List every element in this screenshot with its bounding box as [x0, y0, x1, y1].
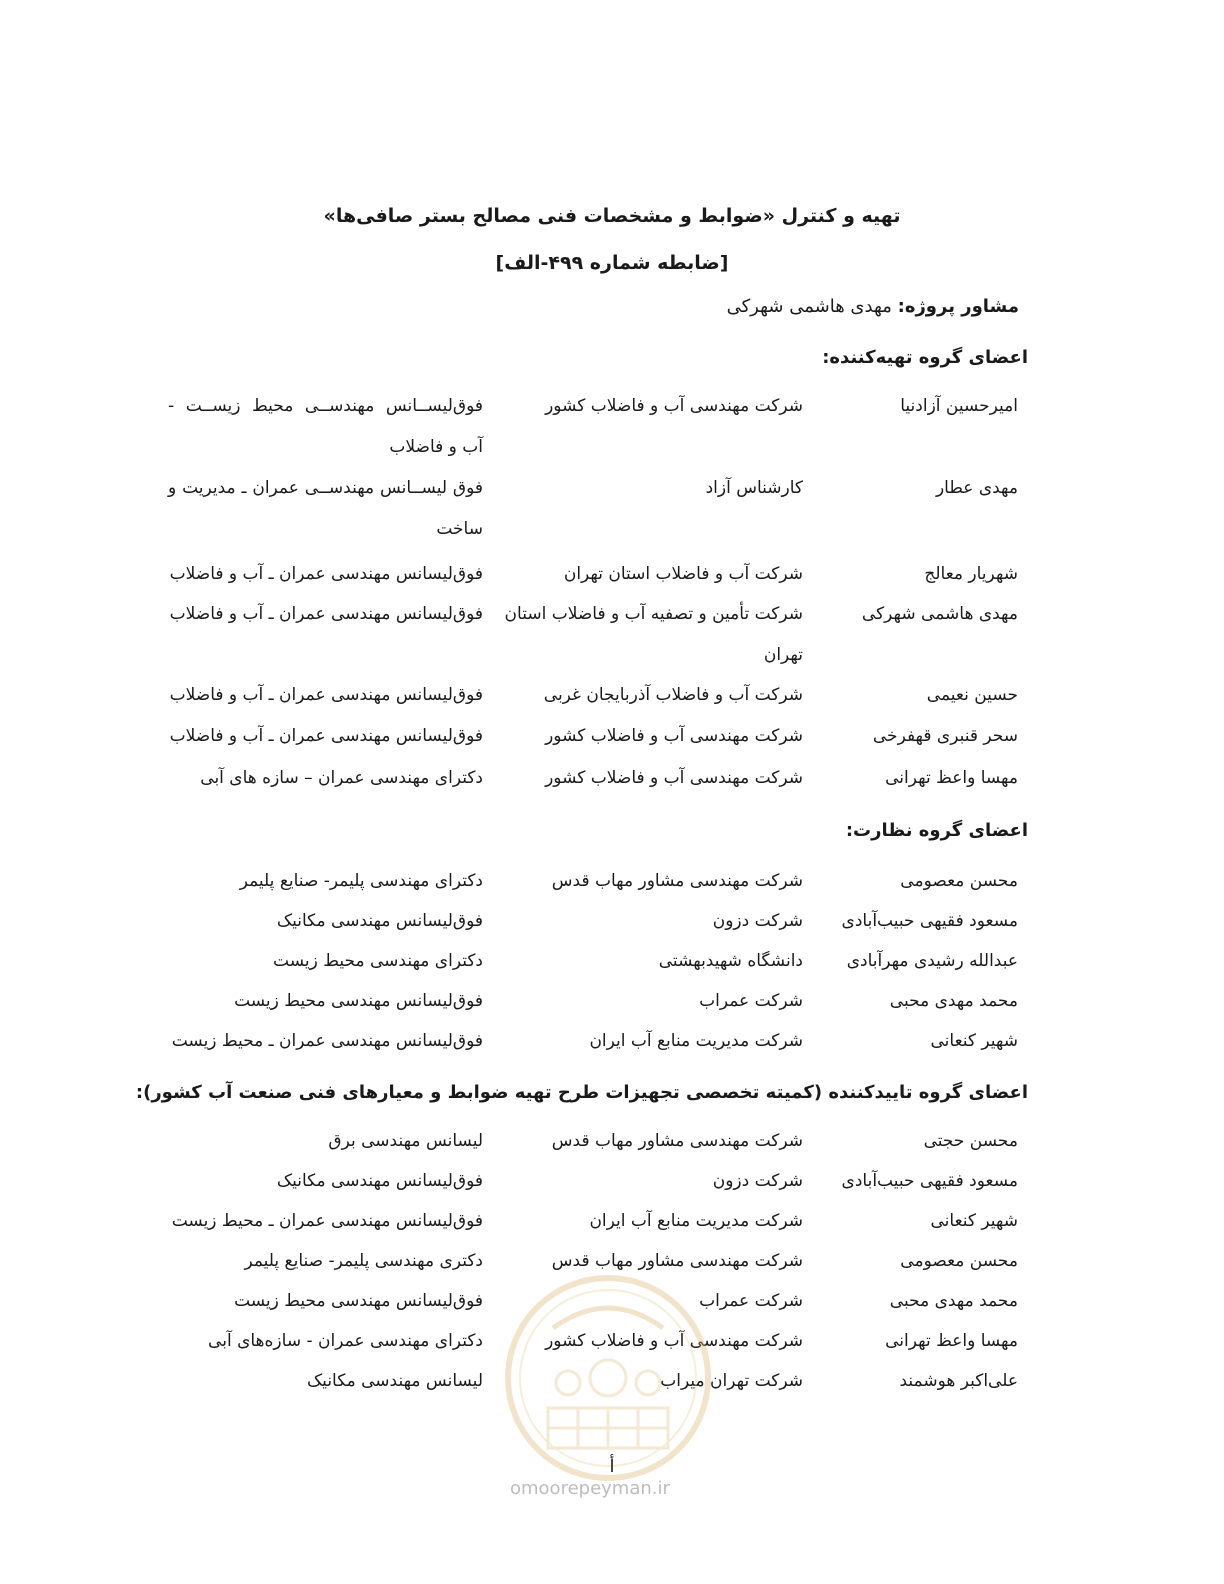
member-organization: شرکت مهندسی مشاور مهاب قدس: [551, 1131, 803, 1151]
member-name: محمد مهدی محبی: [889, 991, 1018, 1011]
member-degree: دکترای مهندسی محیط زیست: [273, 951, 483, 971]
member-name: سحر قنبری قهفرخی: [872, 726, 1018, 746]
member-organization: دانشگاه شهیدبهشتی: [658, 951, 803, 971]
member-degree: فوق‌لیســانس مهندســی محیط زیســت - آب و فاضلاب: [168, 396, 483, 457]
member-organization: شرکت مدیریت منابع آب ایران: [589, 1211, 803, 1231]
member-organization: شرکت مهندسی آب و فاضلاب کشور: [545, 396, 803, 416]
member-degree: فوق‌لیسانس مهندسی عمران ـ آب و فاضلاب: [169, 726, 483, 746]
member-degree: دکترای مهندسی عمران - سازه‌های آبی: [208, 1331, 483, 1351]
approval-group-heading: اعضای گروه تاییدکننده (کمیته تخصصی تجهیزات طرح تهیه ضوابط و معیارهای فنی صنعت آب کشور):: [135, 1082, 1028, 1103]
member-degree: لیسانس مهندسی برق: [328, 1131, 483, 1151]
standard-number: [ضابطه شماره ۴۹۹-الف]: [495, 252, 729, 274]
member-degree: فوق‌لیسانس مهندسی محیط زیست: [234, 1291, 483, 1311]
member-degree: فوق لیســانس مهندســی عمران ـ مدیریت و ساخت: [168, 478, 483, 539]
supervision-group-heading: اعضای گروه نظارت:: [845, 820, 1028, 841]
watermark-url: omoorepeyman.ir: [510, 1478, 670, 1499]
member-name: امیرحسین آزادنیا: [900, 396, 1018, 416]
document-title: تهیه و کنترل «ضوابط و مشخصات فنی مصالح بستر صافی‌ها»: [323, 205, 901, 227]
page-number: أ: [609, 1456, 615, 1477]
member-organization: شرکت مهندسی مشاور مهاب قدس: [551, 871, 803, 891]
member-name: حسین نعیمی: [926, 685, 1018, 705]
member-degree: فوق‌لیسانس مهندسی عمران ـ محیط زیست: [171, 1031, 483, 1051]
member-organization: شرکت تأمین و تصفیه آب و فاضلاب استان تهران: [504, 604, 803, 665]
member-organization: کارشناس آزاد: [705, 478, 803, 498]
consultant-label: مشاور پروژه:: [897, 296, 1019, 317]
member-degree: دکترای مهندسی پلیمر- صنایع پلیمر: [239, 871, 483, 891]
member-name: مهسا واعظ تهرانی: [885, 768, 1018, 788]
member-degree: فوق‌لیسانس مهندسی عمران ـ محیط زیست: [171, 1211, 483, 1231]
member-name: محسن حجتی: [923, 1131, 1018, 1151]
member-degree: فوق‌لیسانس مهندسی مکانیک: [276, 911, 483, 931]
member-name: مهسا واعظ تهرانی: [885, 1331, 1018, 1351]
member-name: شهریار معالج: [924, 564, 1018, 584]
member-degree: دکترای مهندسی عمران – سازه های آبی: [200, 768, 483, 788]
consultant-name: مهدی هاشمی شهرکی: [726, 296, 892, 317]
member-name: شهیر کنعانی: [930, 1031, 1018, 1051]
member-name: محسن معصومی: [900, 1251, 1018, 1271]
member-organization: شرکت عمراب: [699, 1291, 803, 1311]
member-degree: لیسانس مهندسی مکانیک: [306, 1371, 483, 1391]
member-name: شهیر کنعانی: [930, 1211, 1018, 1231]
member-organization: شرکت دزون: [712, 1171, 803, 1191]
member-degree: فوق‌لیسانس مهندسی محیط زیست: [234, 991, 483, 1011]
prep-group-heading: اعضای گروه تهیه‌کننده:: [822, 347, 1028, 368]
member-organization: شرکت دزون: [712, 911, 803, 931]
member-degree: فوق‌لیسانس مهندسی مکانیک: [276, 1171, 483, 1191]
member-name: مسعود فقیهی حبیب‌آبادی: [841, 1171, 1018, 1191]
member-degree: فوق‌لیسانس مهندسی عمران ـ آب و فاضلاب: [169, 685, 483, 705]
member-organization: شرکت مدیریت منابع آب ایران: [589, 1031, 803, 1051]
member-degree: فوق‌لیسانس مهندسی عمران ـ آب و فاضلاب: [169, 604, 483, 624]
member-organization: شرکت عمراب: [699, 991, 803, 1011]
member-organization: شرکت مهندسی مشاور مهاب قدس: [551, 1251, 803, 1271]
member-degree: فوق‌لیسانس مهندسی عمران ـ آب و فاضلاب: [169, 564, 483, 584]
member-organization: شرکت مهندسی آب و فاضلاب کشور: [545, 726, 803, 746]
member-degree: دکتری مهندسی پلیمر- صنایع پلیمر: [244, 1251, 483, 1271]
member-name: محسن معصومی: [900, 871, 1018, 891]
member-name: مهدی هاشمی شهرکی: [861, 604, 1018, 624]
member-name: مهدی عطار: [935, 478, 1018, 498]
member-name: علی‌اکبر هوشمند: [899, 1371, 1018, 1391]
member-organization: شرکت تهران میراب: [660, 1371, 803, 1391]
member-organization: شرکت مهندسی آب و فاضلاب کشور: [545, 1331, 803, 1351]
member-name: محمد مهدی محبی: [889, 1291, 1018, 1311]
member-organization: شرکت آب و فاضلاب استان تهران: [563, 564, 803, 584]
project-consultant: [727, 296, 1019, 317]
member-name: عبدالله رشیدی مهرآبادی: [846, 951, 1018, 971]
member-organization: شرکت آب و فاضلاب آذربایجان غربی: [543, 685, 803, 705]
member-organization: شرکت مهندسی آب و فاضلاب کشور: [545, 768, 803, 788]
omoorepeyman-logo-watermark: [498, 1268, 718, 1488]
member-name: مسعود فقیهی حبیب‌آبادی: [841, 911, 1018, 931]
